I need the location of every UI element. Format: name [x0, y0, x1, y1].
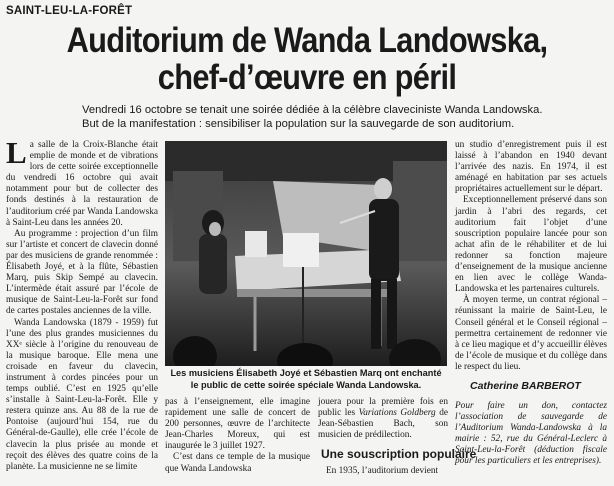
- paragraph: C’est dans ce temple de la musique que Wanda Landowska: [165, 452, 310, 474]
- column-3: [318, 397, 448, 441]
- column-3-continued: [318, 466, 448, 477]
- paragraph: À moyen terme, un contrat régional – réunissant la mairie de Saint-Leu, le Conseil général et le Conseil régional – permettra certainement de redonner vie à ce lieu magique et d’y accueillir élèves de l’école de musique et du collège dans le respect du lieu.: [455, 295, 607, 372]
- author-signature: Catherine BARBEROT: [470, 380, 581, 392]
- paragraph: pas à l’enseignement, elle imagine rapidement une salle de concert de 200 personnes, œuvre de l’architecte Jean-Charles Moreux, qui est inaugurée le 3 juillet 1927.: [165, 397, 310, 452]
- drop-cap: L: [6, 135, 27, 170]
- paragraph: un studio d’enregistrement puis il est laissé à l’abandon en 1940 devant l’arrivée des nazis. En 1974, il est aménagé en habitation par ses actuels propriétaires actuellement sur le départ.: [455, 140, 607, 195]
- subheading: Une souscription populaire: [321, 447, 477, 461]
- music-stand: [283, 233, 319, 267]
- paragraph: Wanda Landowska (1879 - 1959) fut l’une des plus grandes musiciennes du XXᵉ siècle à l’origine du renouveau de la musique baroque. Elle mena une croisade en faveur du clavecin, instrument à cordes pincées pour un temps oublié. C’est en 1925 qu’elle s’installe à Saint-Leu-la-Forêt. Elle y restera quinze ans. Au 88 de la rue de Pontoise (aujourd’hui 154, rue du Général-de-Gaulle), elle crée l’école de clavecin la plus prisée au monde et reçoit des élèves des quatre coins de la planète. La musicienne ne se limite: [6, 317, 158, 472]
- paragraph: jouera pour la première fois en public les Variations Goldberg de Jean-Sébastien Bach, son musicien de prédilection.: [318, 397, 449, 441]
- musician-flutist: [374, 178, 392, 200]
- paragraph: En 1935, l’auditorium devient: [326, 466, 439, 476]
- headline-line-2: chef-d’œuvre en péril: [157, 58, 457, 97]
- standfirst-line-2: But de la manifestation : sensibiliser la population sur la sauvegarde de son auditorium.: [82, 118, 515, 130]
- column-4: [455, 140, 607, 373]
- section-kicker: SAINT-LEU-LA-FORÊT: [6, 5, 133, 17]
- headline-line-1: Auditorium de Wanda Landowska,: [66, 21, 548, 60]
- photo-caption: [165, 368, 447, 391]
- concert-photo: [165, 141, 447, 366]
- donation-note: Pour faire un don, contactez l’association de sauvegarde de l’Auditorium Wanda-Landowska à la mairie : 52, rue du Général-Leclerc à Saint-Leu-la-Forêt (déduction fiscale pour les particuliers et les entreprises).: [455, 401, 607, 467]
- column-2: [165, 397, 310, 475]
- headline: [37, 22, 577, 96]
- caption-line-2: le public de cette soirée spéciale Wanda Landowska.: [190, 379, 422, 390]
- column-1: [6, 135, 158, 473]
- paragraph: La salle de la Croix-Blanche était emplie de monde et de vibrations lors de cette soirée exceptionnelle du vendredi 16 octobre qui avait notamment pour but de collecter des fonds destinés à la restauration de l’auditorium créé par Wanda Landowska à Saint-Leu dans les années 20.: [6, 135, 158, 228]
- paragraph: Au programme : projection d’un film sur l’artiste et concert de clavecin donné par des musiciens de grande renommée : Élisabeth Joyé, et à la flûte, Sébastien Marq, puis Skip Sempé au clavecin. L’intermède était assuré par l’école de musique de Saint-Leu-la-Forêt sur fond de cartes postales anciennes de la ville.: [6, 228, 158, 317]
- caption-line-1: Les musiciens Élisabeth Joyé et Sébastien Marq ont enchanté: [170, 368, 442, 378]
- standfirst: [82, 103, 602, 131]
- standfirst-line-1: Vendredi 16 octobre se tenait une soirée dédiée à la célèbre claveciniste Wanda Landowska.: [82, 104, 543, 116]
- paragraph: Exceptionnellement préservé dans son jardin à l’abri des regards, cet auditorium fait l’objet d’une souscription populaire lancée pour son achat afin de le réhabiliter et de lui redonner sa fonction majeure d’enseignement de la musique ancienne en lien avec le collège Wanda-Landowska et les partenaires culturels.: [455, 195, 607, 295]
